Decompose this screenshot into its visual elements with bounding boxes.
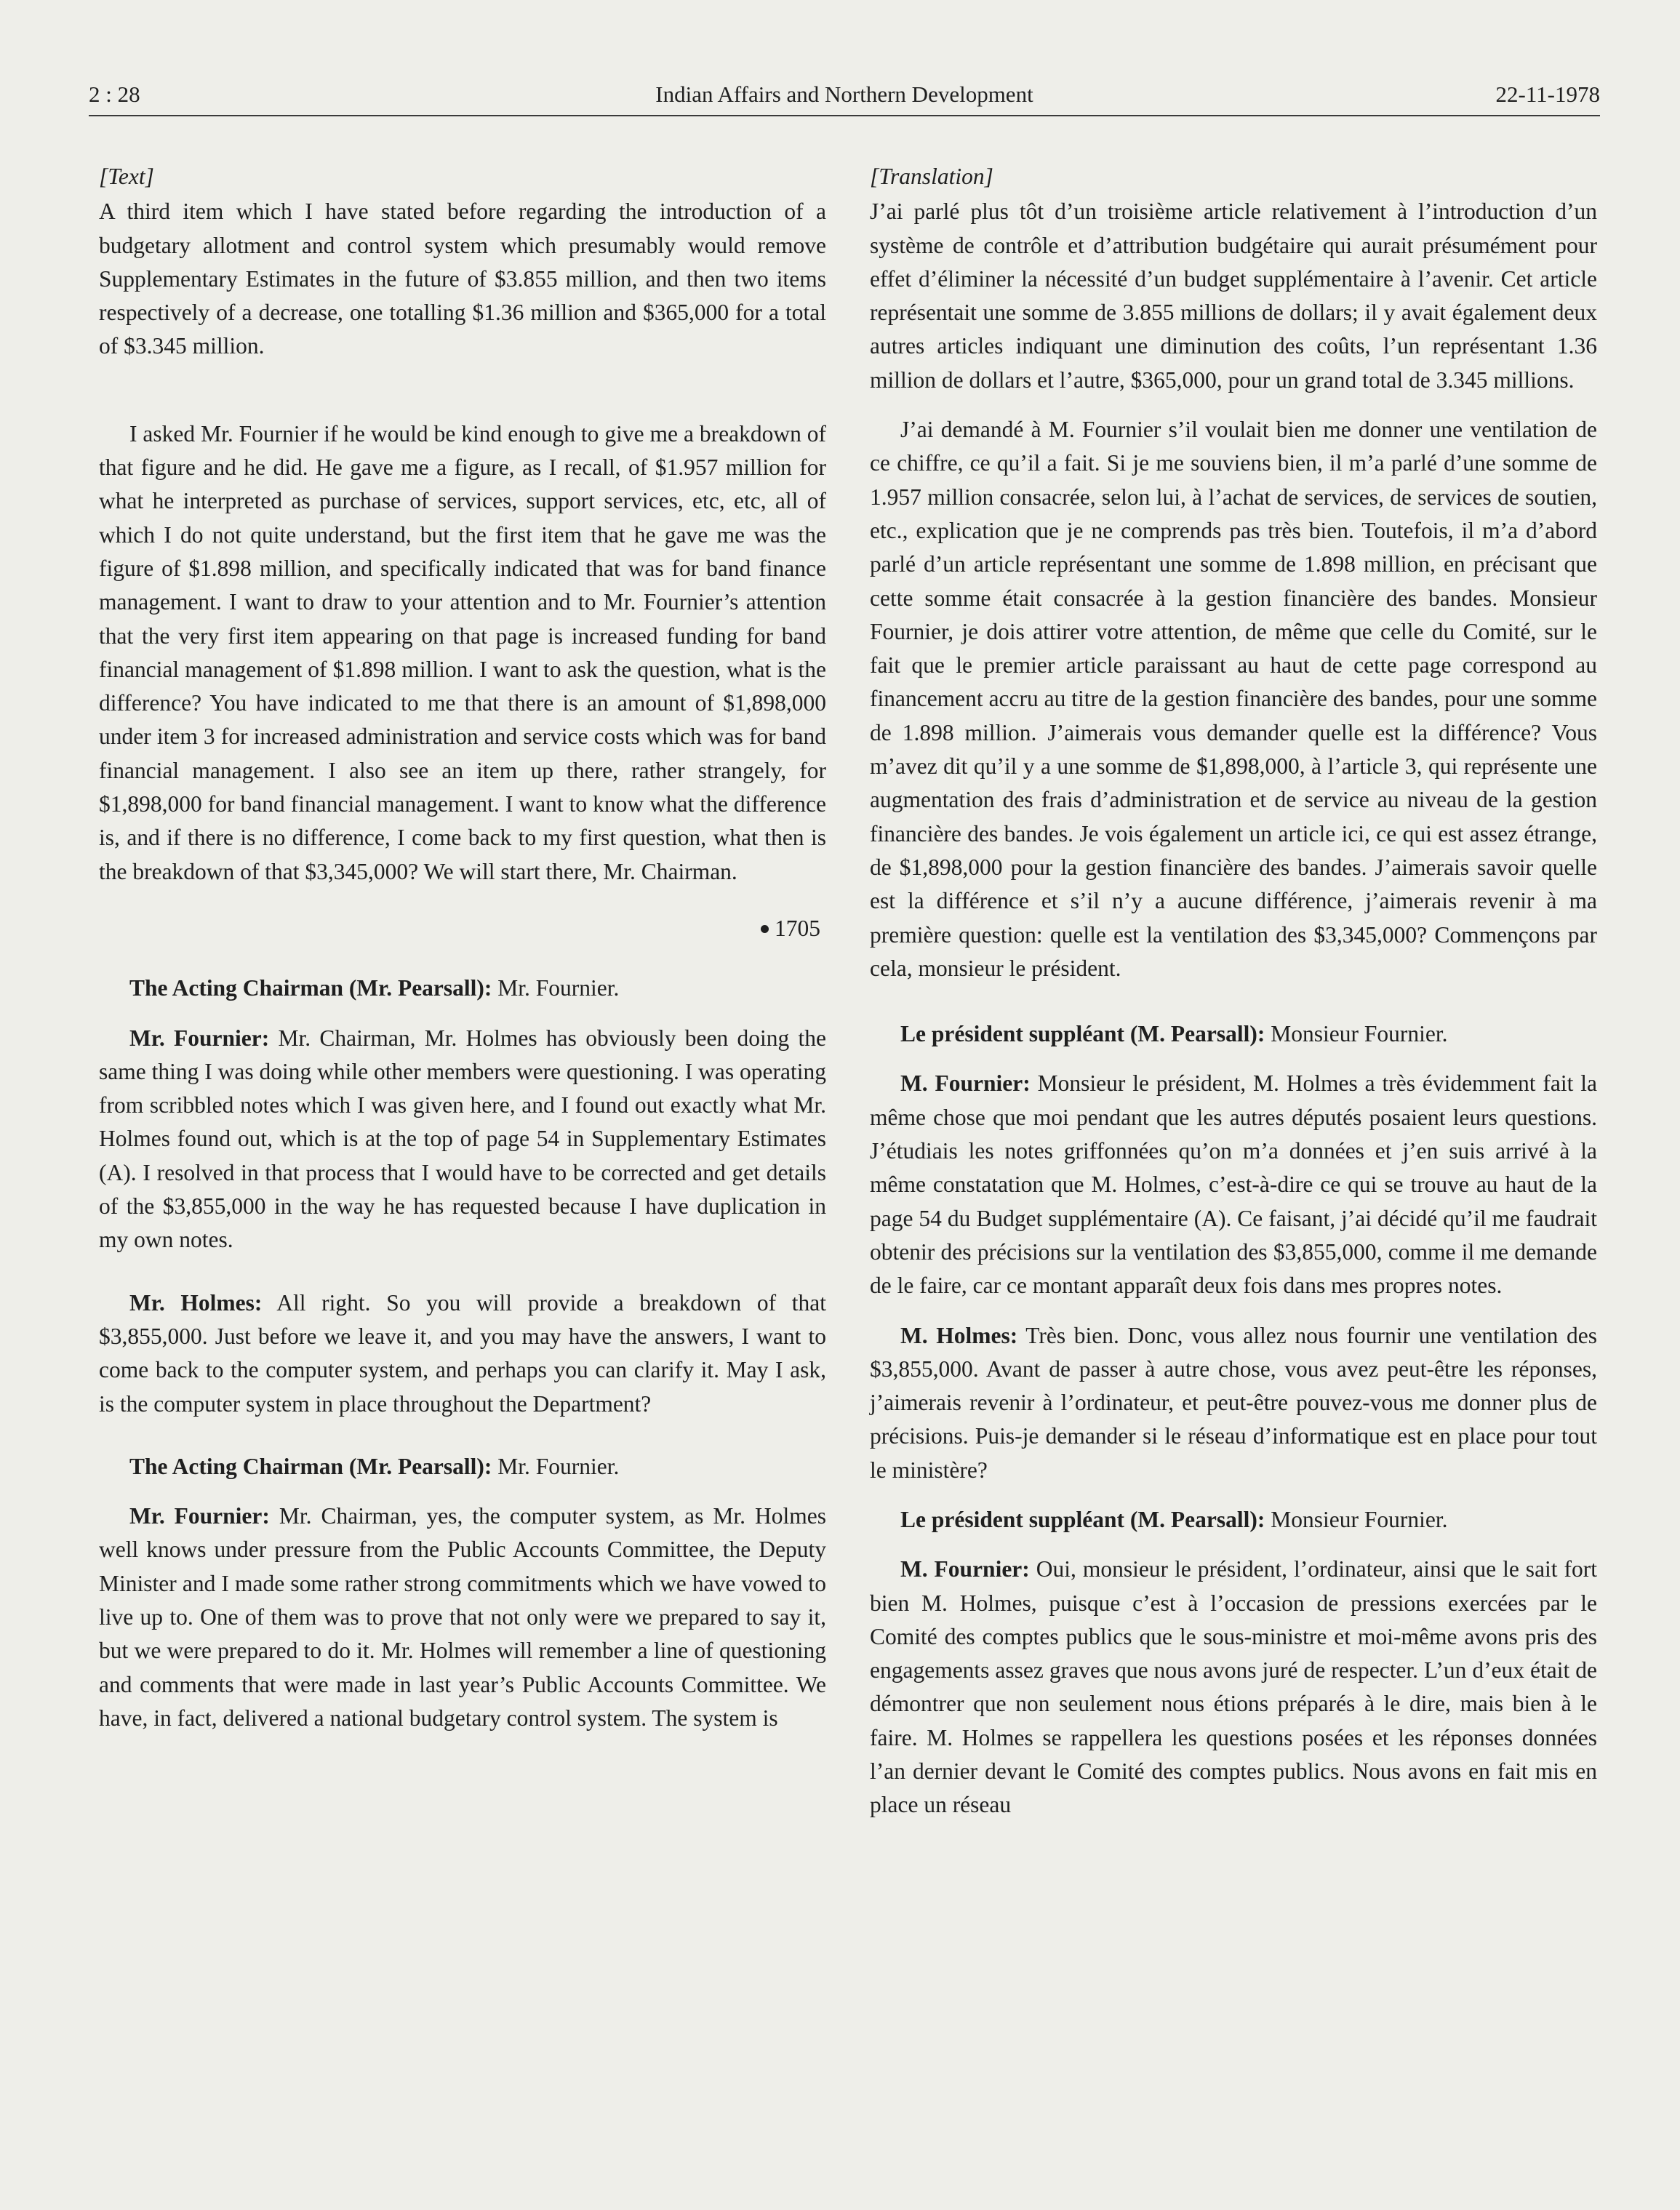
paragraph: J’ai parlé plus tôt d’un troisième article relativement à l’introduction d’un système de contrôle et d’attribution budgétaire qui aurait présumément pour effet d’éliminer la nécessité d’un budget supplémentaire à l’avenir. Cet article représentait une somme de 3.855 millions de dollars; il y avait également deux autres articles indiquant une diminution des coûts, l’un représentant 1.36 million de dollars et l’autre, $365,000, pour un grand total de 3.345 millions. [870,199,1597,393]
page-number: 2 : 28 [89,81,140,107]
speaker-name: The Acting Chairman (Mr. Pearsall): [129,1453,492,1479]
time-marker [99,912,826,945]
speaker-name: The Acting Chairman (Mr. Pearsall): [129,975,492,1001]
speaker-name: M. Holmes: [900,1322,1018,1348]
speaker-name: Le président suppléant (M. Pearsall): [900,1506,1265,1532]
paragraph: J’ai demandé à M. Fournier s’il voulait bien me donner une ventilation de ce chiffre, ce qu’il a fait. Si je me souviens bien, il m’a parlé d’une somme de 1.957 million consacrée, selon lui, à l’achat de services, de services de soutien, etc., explication que je ne comprends pas très bien. Toutefois, il m’a d’abord parlé d’un article représentant une somme de 1.898 million, en précisant que cette somme était consacrée à la gestion financière des bandes. Monsieur Fournier, je dois attirer votre attention, de même que celle du Comité, sur le fait que le premier article paraissant au haut de cette page correspond au financement accru au titre de la gestion financière des bandes, pour une somme de 1.898 million. J’aimerais vous demander quelle est la différence? Vous m’avez dit qu’il y a une somme de $1,898,000, à l’article 3, qui représente une augmentation des frais d’administration et de service au niveau de la gestion financière des bandes. Je vois également un article ici, ce qui est assez étrange, de $1,898,000 pour la gestion financière des bandes. J’aimerais savoir quelle est la différence et s’il n’y a aucune différence, j’aimerais revenir à ma première question: quelle est la ventilation des $3,345,000? Commençons par cela, monsieur le président. [870,417,1597,981]
speech-fournier: Mr. Fournier: Mr. Chairman, Mr. Holmes has obviously been doing the same thing I was doing while other members were questioning. I was operating from scribbled notes which I was given here, and I found out exactly what Mr. Holmes found out, which is at the top of page 54 in Supplementary Estimates (A). I resolved in that process that I would have to be corrected and get details of the $3,855,000 in the way he has requested because I have duplication in my own notes. [99,1025,826,1253]
speech-acting-chairman: The Acting Chairman (Mr. Pearsall): Mr. Fournier. [129,1453,620,1479]
speech-fournier: M. Fournier: Monsieur le président, M. Holmes a très évidemment fait la même chose que moi pendant que les autres députés posaient leurs questions. J’étudiais les notes griffonnées qu’on m’a données et j’en suis arrivé à la même constatation que M. Holmes, c’est-à-dire ce qui se trouve au haut de la page 54 du Budget supplémentaire (A). Ce faisant, j’ai décidé qu’il me faudrait obtenir des précisions sur la ventilation des $3,855,000, comme il me demande de le faire, car ce montant apparaît deux fois dans mes propres notes. [870,1070,1597,1299]
header-date: 22-11-1978 [1495,81,1600,107]
speech-holmes: Mr. Holmes: All right. So you will provide a breakdown of that $3,855,000. Just before we leave it, and you may have the answers, I want to come back to the computer system, and perhaps you can clarify it. May I ask, is the computer system in place throughout the Department? [99,1289,826,1417]
speaker-name: M. Fournier: [900,1070,1031,1097]
speaker-name: Mr. Fournier: [129,1025,270,1051]
speech-fournier: Mr. Fournier: Mr. Chairman, yes, the computer system, as Mr. Holmes well knows under pressure from the Public Accounts Committee, the Deputy Minister and I made some rather strong commitments which we have vowed to live up to. One of them was to prove that not only were we prepared to say it, but we were prepared to do it. Mr. Holmes will remember a line of questioning and comments that were made in last year’s Public Accounts Committee. We have, in fact, delivered a national budgetary control system. The system is [99,1503,826,1731]
running-header [89,81,1600,116]
bullet-icon [761,925,769,933]
paragraph: A third item which I have stated before regarding the introduction of a budgetary allotment and control system which presumably would remove Supplementary Estimates in the future of $3.855 million, and then two items respectively of a decrease, one totalling $1.36 million and $365,000 for a total of $3.345 million. [99,199,826,359]
speech-acting-chairman: Le président suppléant (M. Pearsall): Monsieur Fournier. [900,1021,1448,1047]
english-column [99,160,826,1735]
speaker-name: M. Fournier: [900,1556,1030,1582]
text-tag: [Text] [99,164,154,189]
french-column [870,160,1597,1822]
translation-tag: [Translation] [870,164,993,189]
time-marker-text: 1705 [775,915,820,941]
paragraph: I asked Mr. Fournier if he would be kind enough to give me a breakdown of that figure and he did. He gave me a figure, as I recall, of $1.957 million for what he interpreted as purchase of services, support services, etc, etc, all of which I do not quite understand, but the first item that he gave me was the figure of $1.898 million, and specifically indicated that was for band finance management. I want to draw to your attention and to Mr. Fournier’s attention that the very first item appearing on that page is increased funding for band financial management of $1.898 million. I want to ask the question, what is the difference? You have indicated to me that there is an amount of $1,898,000 under item 3 for increased administration and service costs which was for band financial management. I also see an item up there, rather strangely, for $1,898,000 for band financial management. I want to know what the difference is, and if there is no difference, I come back to my first question, what then is the breakdown of that $3,345,000? We will start there, Mr. Chairman. [99,420,826,884]
speaker-name: Mr. Fournier: [129,1503,270,1529]
publication-title: Indian Affairs and Northern Development [655,81,1033,107]
speech-acting-chairman: Le président suppléant (M. Pearsall): Monsieur Fournier. [900,1506,1448,1532]
speech-holmes: M. Holmes: Très bien. Donc, vous allez nous fournir une ventilation des $3,855,000. Avant de passer à autre chose, vous avez peut-être les réponses, j’aimerais revenir à l’ordinateur, et peut-être pouvez-vous me donner plus de précisions. Puis-je demander si le réseau d’informatique est en place pour tout le ministère? [870,1322,1597,1483]
speech-fournier: M. Fournier: Oui, monsieur le président, l’ordinateur, ainsi que le sait fort bien M. Holmes, puisque c’est à l’occasion de pressions exercées par le Comité des comptes publics que le sous-ministre et moi-même avons pris des engagements assez graves que nous avons juré de respecter. L’un d’eux était de démontrer que non seulement nous étions préparés à le dire, mais bien à le faire. M. Holmes se rappellera les questions posées et les réponses données l’an dernier devant le Comité des comptes publics. Nous avons en fait mis en place un réseau [870,1556,1597,1818]
speaker-name: Le président suppléant (M. Pearsall): [900,1021,1265,1047]
speaker-name: Mr. Holmes: [129,1289,263,1316]
speech-acting-chairman: The Acting Chairman (Mr. Pearsall): Mr. Fournier. [129,975,620,1001]
